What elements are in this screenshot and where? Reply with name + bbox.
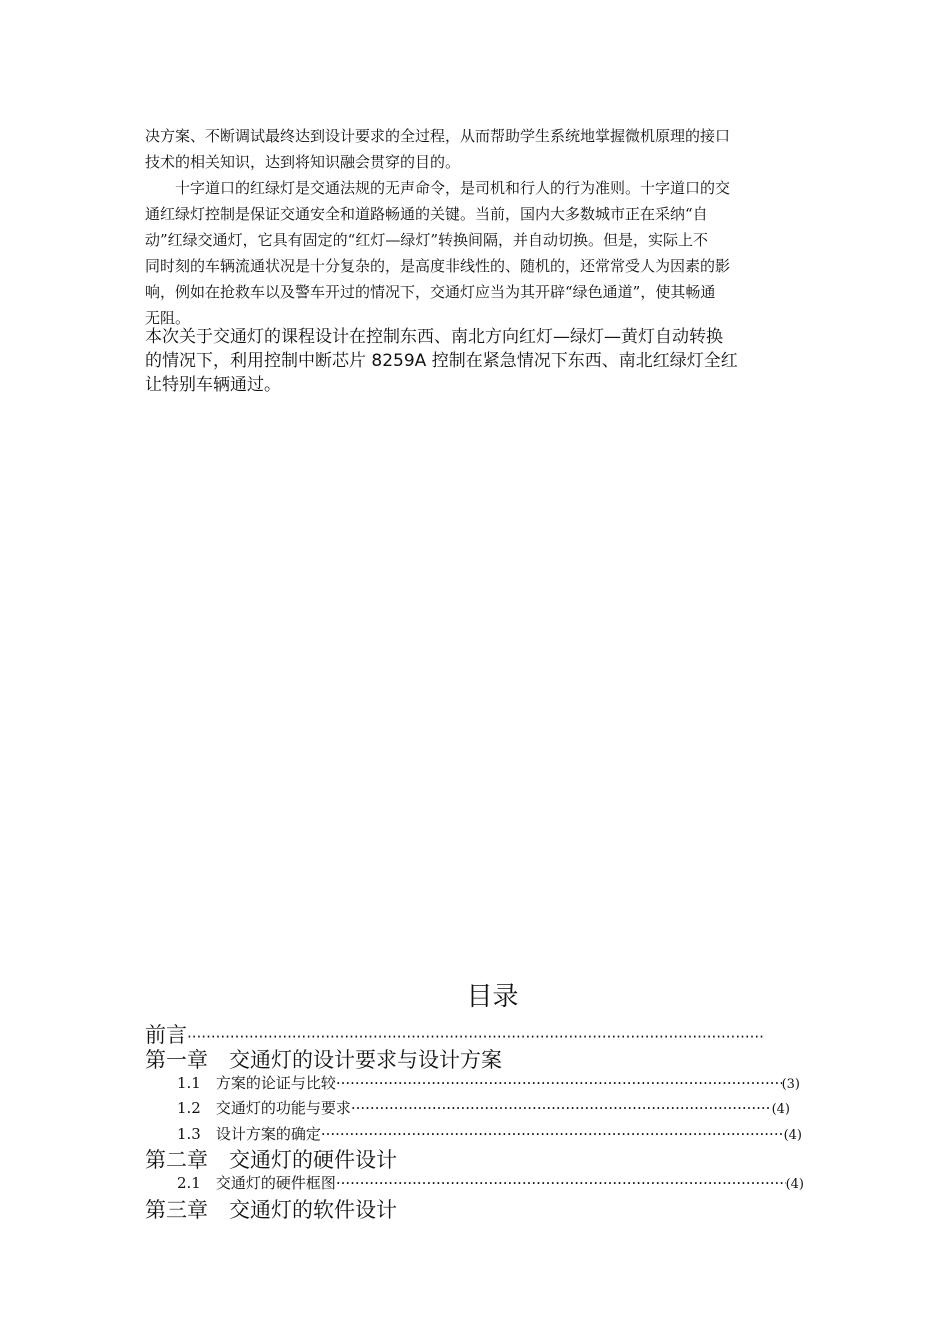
toc-entry-label: 第一章 交通灯的设计要求与设计方案 <box>145 1048 502 1072</box>
toc-entry-label: 第二章 交通灯的硬件设计 <box>145 1148 397 1172</box>
toc-entry-label: 第三章 交通灯的软件设计 <box>145 1198 397 1222</box>
toc-leader-dots <box>336 1174 786 1192</box>
toc-entry-page: (4) <box>771 1102 790 1117</box>
toc-entry-1-2[interactable] <box>177 1097 790 1118</box>
toc-entry-1-3[interactable] <box>177 1123 802 1144</box>
toc-entry-label: 1.2 交通灯的功能与要求 <box>177 1099 351 1117</box>
intro-line-2: 技术的相关知识，达到将知识融会贯穿的目的。 <box>145 153 461 171</box>
intro-line-3: 十字道口的红绿灯是交通法规的无声命令，是司机和行人的行为准则。十字道口的交 <box>145 179 731 197</box>
toc-entry-chapter-2[interactable] <box>145 1144 397 1174</box>
toc-entry-chapter-3[interactable] <box>145 1194 397 1224</box>
toc-entry-chapter-1[interactable] <box>145 1044 502 1074</box>
toc-entry-label: 前言 <box>145 1023 187 1047</box>
intro-line-4: 通红绿灯控制是保证交通安全和道路畅通的关键。当前，国内大多数城市正在采纳“自 <box>145 205 708 223</box>
summary-line-2: 的情况下，利用控制中断芯片 8259A 控制在紧急情况下东西、南北红绿灯全红 <box>145 351 738 371</box>
intro-line-6: 同时刻的车辆流通状况是十分复杂的，是高度非线性的、随机的，还常常受人为因素的影 <box>145 257 731 275</box>
toc-entry-1-1[interactable] <box>177 1072 800 1093</box>
toc-entry-page: (3) <box>781 1077 800 1092</box>
intro-line-7: 响，例如在抢救车以及警车开过的情况下，交通灯应当为其开辟“绿色通道”，使其畅通 <box>145 283 716 301</box>
toc-entry-label: 2.1 交通灯的硬件框图 <box>177 1174 336 1192</box>
intro-line-5: 动”红绿交通灯，它具有固定的“红灯—绿灯”转换间隔，并自动切换。但是，实际上不 <box>145 231 709 249</box>
intro-line-8: 无阻。 <box>145 309 191 327</box>
toc-entry-2-1[interactable] <box>177 1172 804 1193</box>
toc-entry-page: (4) <box>783 1128 802 1143</box>
toc-leader-dots <box>321 1125 784 1143</box>
toc-leader-dots <box>336 1074 782 1092</box>
toc-entry-label: 1.3 设计方案的确定 <box>177 1125 321 1143</box>
intro-line-1: 决方案、不断调试最终达到设计要求的全过程，从而帮助学生系统地掌握微机原理的接口 <box>145 127 731 145</box>
toc-title: 目录 <box>466 982 519 1012</box>
toc-leader-dots <box>351 1099 772 1117</box>
summary-line-1: 本次关于交通灯的课程设计在控制东西、南北方向红灯—绿灯—黄灯自动转换 <box>145 327 723 347</box>
toc-entry-page: (4) <box>785 1177 804 1192</box>
toc-entry-label: 1.1 方案的论证与比较 <box>177 1074 336 1092</box>
summary-line-3: 让特别车辆通过。 <box>145 375 281 395</box>
